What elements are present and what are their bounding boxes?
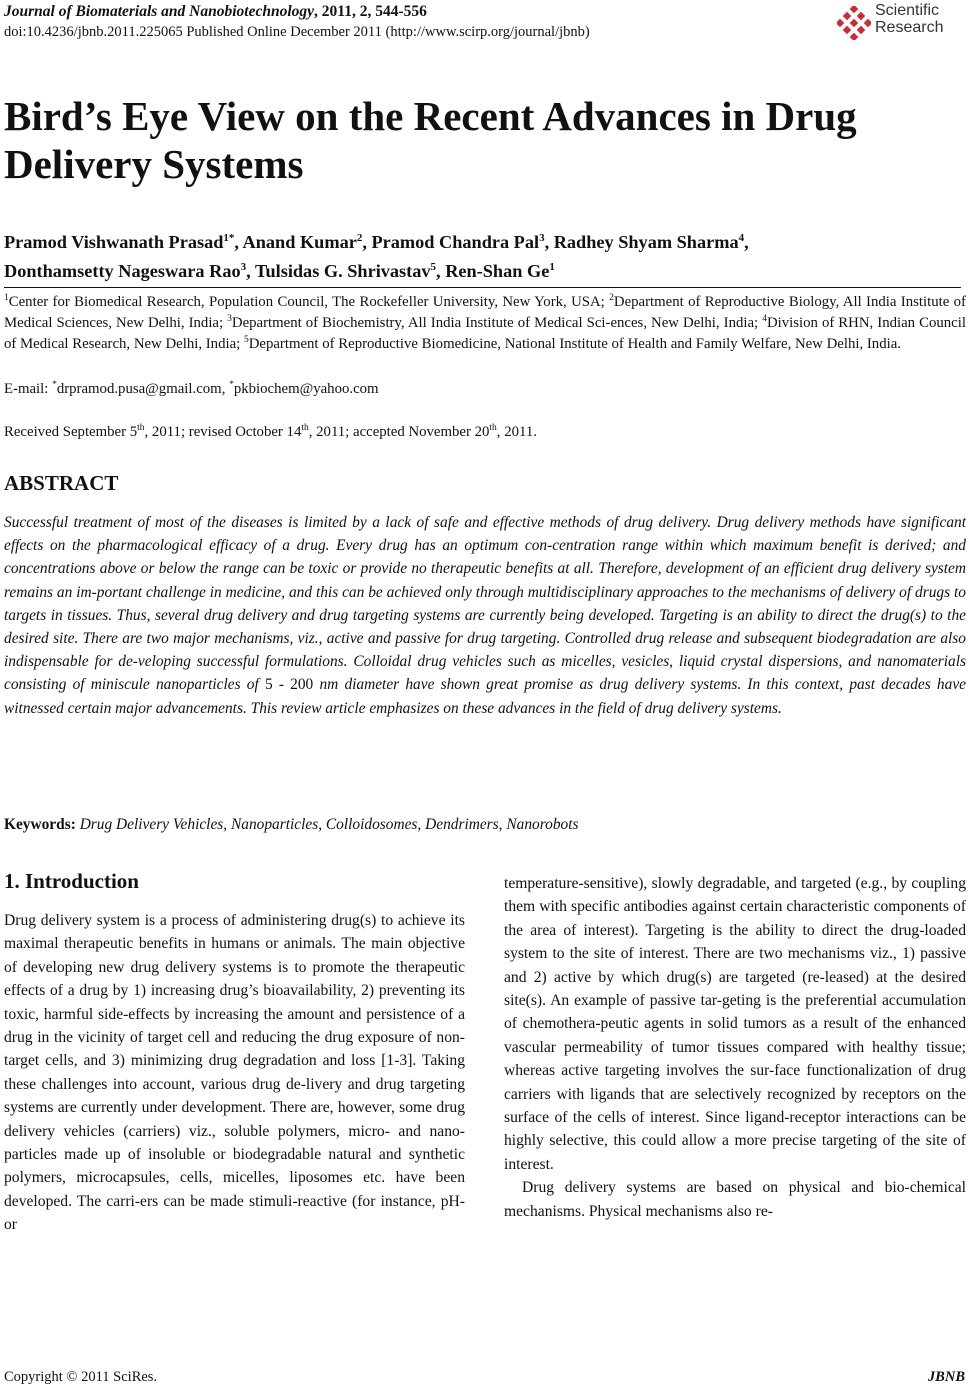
keyword: Nanorobots (506, 816, 579, 833)
abstract-heading: ABSTRACT (4, 471, 119, 495)
keyword: Dendrimers (425, 816, 499, 833)
author: Tulsidas G. Shrivastav$^5$, (254, 260, 446, 281)
scientific-research-logo-icon (837, 6, 871, 40)
email-link-2[interactable]: pkbiochem@yahoo.com (233, 381, 379, 397)
author: Ren-Shan Ge$^1$ (445, 260, 555, 281)
logo-wordmark (875, 2, 943, 36)
journal-volume: , 2011, 2, 544-556 (314, 3, 427, 20)
header-divider (4, 287, 961, 288)
email-link-1[interactable]: drpramod.pusa@gmail.com (56, 381, 222, 397)
body-paragraph: temperature-sensitive), slowly degradable, and targeted (e.g., by coupling them with specific antibodies against certain characteristic components of the area of interest). Targeting is the ability to direct the drug-loaded system to the site of interest. There are two mechanisms viz., 1) passive and 2) active by which drug(s) are targeted (re-leased) at the desired site(s). An example of passive tar-geting is the preferential accumulation of chemothera-peutic agents in solid tumors as a result of the enhanced vascular permeability of tumor tissues compared with healthy tissue; whereas active targeting involves the sur-face functionalization of drug carriers with ligands that are selectively recognized by receptors on the surface of the cells of interest. Since ligand-receptor interactions can be highly selective, this could allow a more precise targeting of the site of interest. (504, 875, 966, 1173)
section-heading: 1. Introduction (4, 869, 139, 893)
author: Donthamsetty Nageswara Rao$^3$, (4, 260, 255, 281)
author: Anand Kumar$^2$, (242, 231, 372, 252)
body-column-right (504, 872, 966, 1223)
history-dates: Received September 5th, 2011; revised October 14th, 2011; accepted November 20th, 2011. (4, 423, 537, 440)
body-paragraph: Drug delivery system is a process of administering drug(s) to achieve its maximal therapeutic benefits in humans or animals. The main objective of developing new drug delivery systems is to promote the therapeutic effects of a drug by 1) increasing drug’s bioavailability, 2) preventing its toxic, harmful side-effects by increasing the amount and persistence of a drug in the vicinity of target cell and reducing the drug exposure of non-target cells, and 3) minimizing drug degradation and loss [1-3]. Taking these challenges into account, various drug de-livery and drug targeting systems are currently under development. There are, however, some drug delivery vehicles (carriers) viz., soluble polymers, micro- and nano-particles made up of insoluble or biodegradable natural and synthetic polymers, microcapsules, cells, micelles, liposomes etc. have been developed. The carri-ers can be made stimuli-reactive (for instance, pH- or (4, 912, 465, 1234)
author: Pramod Chandra Pal$^3$, (371, 231, 554, 252)
keyword: Drug Delivery Vehicles (79, 816, 224, 833)
keyword: Colloidosomes (325, 816, 418, 833)
keywords: Keywords: Drug Delivery Vehicles, Nanoparticles, Colloidosomes, Dendrimers, Nanorobots (4, 816, 579, 833)
footer-journal-abbrev: JBNB (927, 1369, 965, 1385)
logo-line-2: Research (875, 19, 944, 36)
doi-line: doi:10.4236/jbnb.2011.225065 Published Online December 2011 (http://www.scirp.org/journal/jbnb) (4, 24, 590, 40)
keywords-label: Keywords (4, 816, 71, 833)
author: Radhey Shyam Sharma$^4$, (553, 231, 749, 252)
journal-citation (4, 3, 427, 21)
body-paragraph: Drug delivery systems are based on physical and bio-chemical mechanisms. Physical mechanisms also re- (504, 1179, 966, 1220)
article-title: Bird’s Eye View on the Recent Advances in Drug Delivery Systems (4, 93, 857, 187)
contact-email: E-mail: *drpramod.pusa@gmail.com, *pkbiochem@yahoo.com (4, 380, 379, 397)
abstract-body: Successful treatment of most of the diseases is limited by a lack of safe and effective methods of drug delivery. Drug delivery methods have significant effects on the pharmacological efficacy of a drug. Every drug has an optimum con-centration range within which maximum benefit is derived; and concentrations above or below the range can be toxic or provide no therapeutic benefits at all. Therefore, development of an efficient drug delivery system remains an im-portant challenge in medicine, and this can be achieved only through multidisciplinary approaches to the mechanisms of delivery of drugs to targets in tissues. Thus, several drug delivery and drug targeting systems are currently being developed. Targeting is an ability to direct the drug(s) to the desired site. There are two major mechanisms, viz., active and passive for drug targeting. Controlled drug release and subsequent biodegradation are also indispensable for de-veloping successful formulations. Colloidal drug vehicles such as micelles, vesicles, liquid crystal dispersions, and nanomaterials consisting of miniscule nanoparticles of 5 - 200 nm diameter have shown great promise as drug delivery systems. In this context, past decades have witnessed certain major advancements. This review article emphasizes on these advances in the field of drug delivery systems. (4, 514, 966, 717)
publisher-logo (837, 2, 965, 44)
journal-name: Journal of Biomaterials and Nanobiotechnology (4, 3, 315, 20)
keyword: Nanoparticles (231, 816, 319, 833)
footer-copyright: Copyright © 2011 SciRes. (4, 1369, 158, 1385)
author-list (4, 228, 964, 285)
affiliations: $^1$Center for Biomedical Research, Population Council, The Rockefeller University, New York, USA; $^2$Department of Reproductive Biology, All India Institute of Medical Sciences, New Delhi, India; $^3$Department of Biochemistry, All India Institute of Medical Sci-ences, New Delhi, India; $^4$Division of RHN, Indian Council of Medical Research, New Delhi, India; $^5$Department of Reproductive Biomedicine, National Institute of Health and Family Welfare, New Delhi, India. (4, 293, 966, 352)
logo-line-1: Scientific (875, 2, 940, 19)
author: Pramod Vishwanath Prasad$^{1*}$, (4, 231, 243, 252)
body-column-left (4, 909, 465, 1237)
